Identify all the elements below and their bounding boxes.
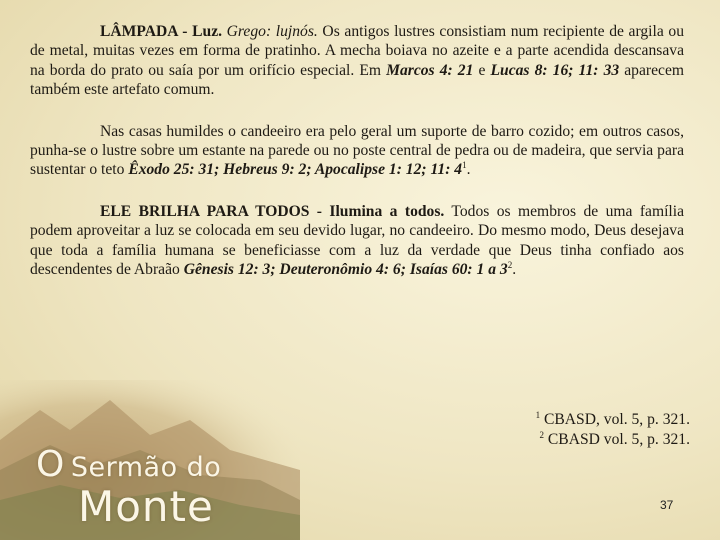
footnote-2 — [536, 430, 690, 450]
term-heading: ELE BRILHA PARA TODOS - Ilumina a todos. — [100, 202, 445, 220]
bible-reference: Lucas 8: 16; 11: 33 — [490, 61, 620, 79]
footnote-marker: 1 — [462, 160, 467, 171]
paragraph-text: Os antigos lustres consistiam num recipiente de argila ou de metal, muitas vezes em forma de pratinho. A mecha boiava no azeite e a parte acendida descansava na borda do prato ou saía por um orifício especial. Em — [30, 23, 684, 79]
bible-reference: Êxodo 25: 31; Hebreus 9: 2; Apocalipse 1: 12; 11: 4 — [128, 161, 463, 179]
bible-reference: Marcos 4: 21 — [386, 61, 474, 79]
page-number: 37 — [660, 498, 674, 512]
paragraph-text: aparecem também este artefato comum. — [30, 61, 684, 99]
paragraph-lampada — [30, 22, 684, 100]
bible-reference: Gênesis 12: 3; Deuteronômio 4: 6; Isaías 60: 1 a 3 — [183, 261, 508, 279]
paragraph-candeeiro — [30, 122, 684, 180]
sentence-end: . — [466, 161, 471, 179]
logo-title-line-2: Monte — [78, 482, 214, 531]
sentence-end: . — [512, 261, 517, 279]
footnote-text: CBASD vol. 5, p. 321. — [544, 431, 690, 448]
logo-o-letter: O — [36, 444, 65, 485]
footnote-text: CBASD, vol. 5, p. 321. — [540, 411, 690, 428]
conjunction-text: e — [473, 61, 491, 79]
greek-label: Grego: lujnós. — [226, 23, 318, 40]
footnote-marker: 2 — [507, 259, 513, 270]
paragraph-text: Todos os membros de uma família podem aproveitar a luz se colocada em seu devido lugar, no candeeiro. Do mesmo modo, Deus desejava que toda a família humana se beneficiasse com a luz da verdade que Deus tinha confiado aos descendentes de Abraão — [30, 202, 684, 279]
footnote-number: 1 — [535, 409, 541, 420]
logo-subtitle: Sermão do — [70, 452, 222, 483]
paragraph-text: Nas casas humildes o candeeiro era pelo geral um suporte de barro cozido; em outros casos, punha-se o lustre sobre um estante na parede ou no poste central de pedra ou de madeira, que servia para sustentar o teto — [30, 122, 684, 179]
logo-title-line-1 — [36, 444, 221, 485]
footnote-1 — [536, 410, 690, 430]
paragraph-brilha — [30, 202, 684, 280]
footnote-number: 2 — [539, 429, 544, 440]
main-text — [30, 22, 684, 301]
footnotes — [536, 410, 690, 450]
term-heading: LÂMPADA - Luz. — [100, 23, 223, 40]
